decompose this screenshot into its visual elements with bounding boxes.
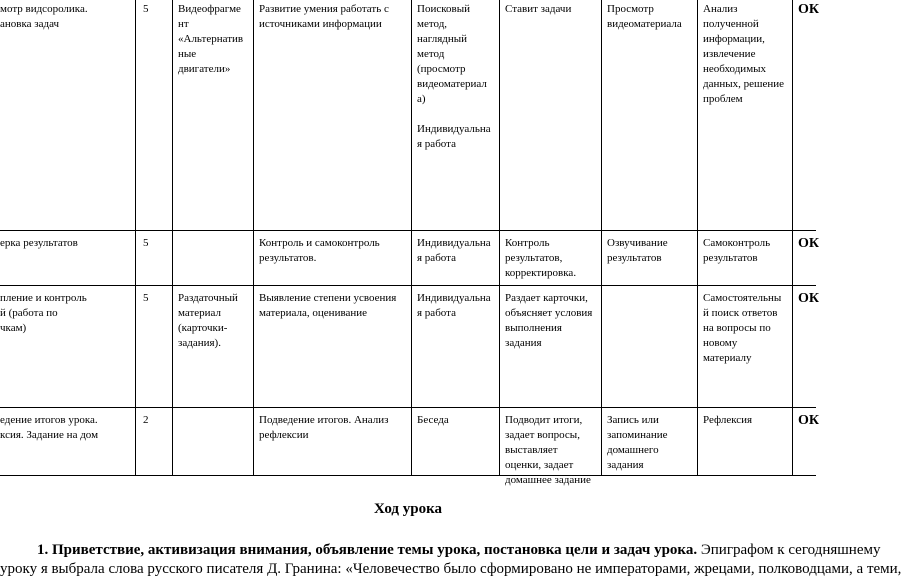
row2-method: Индивидуальна я работа — [417, 237, 491, 264]
paragraph-bold-lead: 1. Приветствие, активизация внимания, объявление темы урока, постановка цели и задач урока. — [37, 542, 698, 558]
row3-goal: Выявление степени усвоения материала, оценивание — [259, 292, 397, 319]
row1-minutes: 5 — [143, 3, 149, 15]
row3-resources: Раздаточный материал (карточки- задания). — [178, 292, 238, 349]
row3-teacher: Раздает карточки, объясняет условия выполнения задания — [505, 292, 593, 349]
row1-student: Просмотр видеоматериала — [607, 3, 682, 30]
row4-method: Беседа — [417, 414, 449, 426]
row4-goal: Подведение итогов. Анализ рефлексии — [259, 414, 389, 441]
row4-uud: Рефлексия — [703, 414, 753, 426]
row2-goal: Контроль и самоконтроль результатов. — [259, 237, 380, 264]
paragraph-line-1-rest: Эпиграфом к сегодняшнему — [697, 542, 881, 558]
row2-student: Озвучивание результатов — [607, 237, 668, 264]
row2-ok: ОК — [798, 236, 820, 251]
row1-stage: мотр видсоролика. ановка задач — [0, 3, 88, 30]
row1-uud: Анализ полученной информации, извлечение необходимых данных, решение проблем — [703, 3, 785, 105]
row1-teacher: Ставит задачи — [505, 3, 572, 15]
row2-minutes: 5 — [143, 237, 149, 249]
row2-stage: ерка результатов — [0, 237, 78, 249]
row1-resources: Видеофрагме нт «Альтернатив ные двигатели» — [178, 3, 244, 75]
paragraph-line-2: уроку я выбрала слова русского писателя Д. Гранина: «Человечество было сформировано не императорами, жрецами, полководцами, а теми, — [0, 561, 901, 577]
row3-method: Индивидуальна я работа — [417, 292, 491, 319]
row1-method: Поисковый метод, наглядный метод (просмотр видеоматериал а) Индивидуальна я работа — [417, 3, 491, 150]
section-heading: Ход урока — [373, 501, 443, 517]
row2-uud: Самоконтроль результатов — [703, 237, 771, 264]
row3-uud: Самостоятельны й поиск ответов на вопросы по новому материалу — [703, 292, 782, 364]
row1-ok: ОК — [798, 2, 820, 17]
row3-stage: пление и контроль й (работа по чкам) — [0, 292, 87, 334]
row4-stage: едение итогов урока. ксия. Задание на дом — [0, 414, 99, 441]
row1-goal: Развитие умения работать с источниками информации — [259, 3, 389, 30]
row4-ok: ОК — [798, 413, 820, 428]
row4-minutes: 2 — [143, 414, 149, 426]
row3-minutes: 5 — [143, 292, 149, 304]
paragraph-line-1 — [37, 541, 880, 559]
row2-teacher: Контроль результатов, корректировка. — [505, 237, 577, 279]
row4-teacher: Подводит итоги, задает вопросы, выставляет оценки, задает домашнее задание — [505, 414, 591, 486]
row3-ok: ОК — [798, 291, 820, 306]
row4-student: Запись или запоминание домашнего задания — [607, 414, 668, 471]
